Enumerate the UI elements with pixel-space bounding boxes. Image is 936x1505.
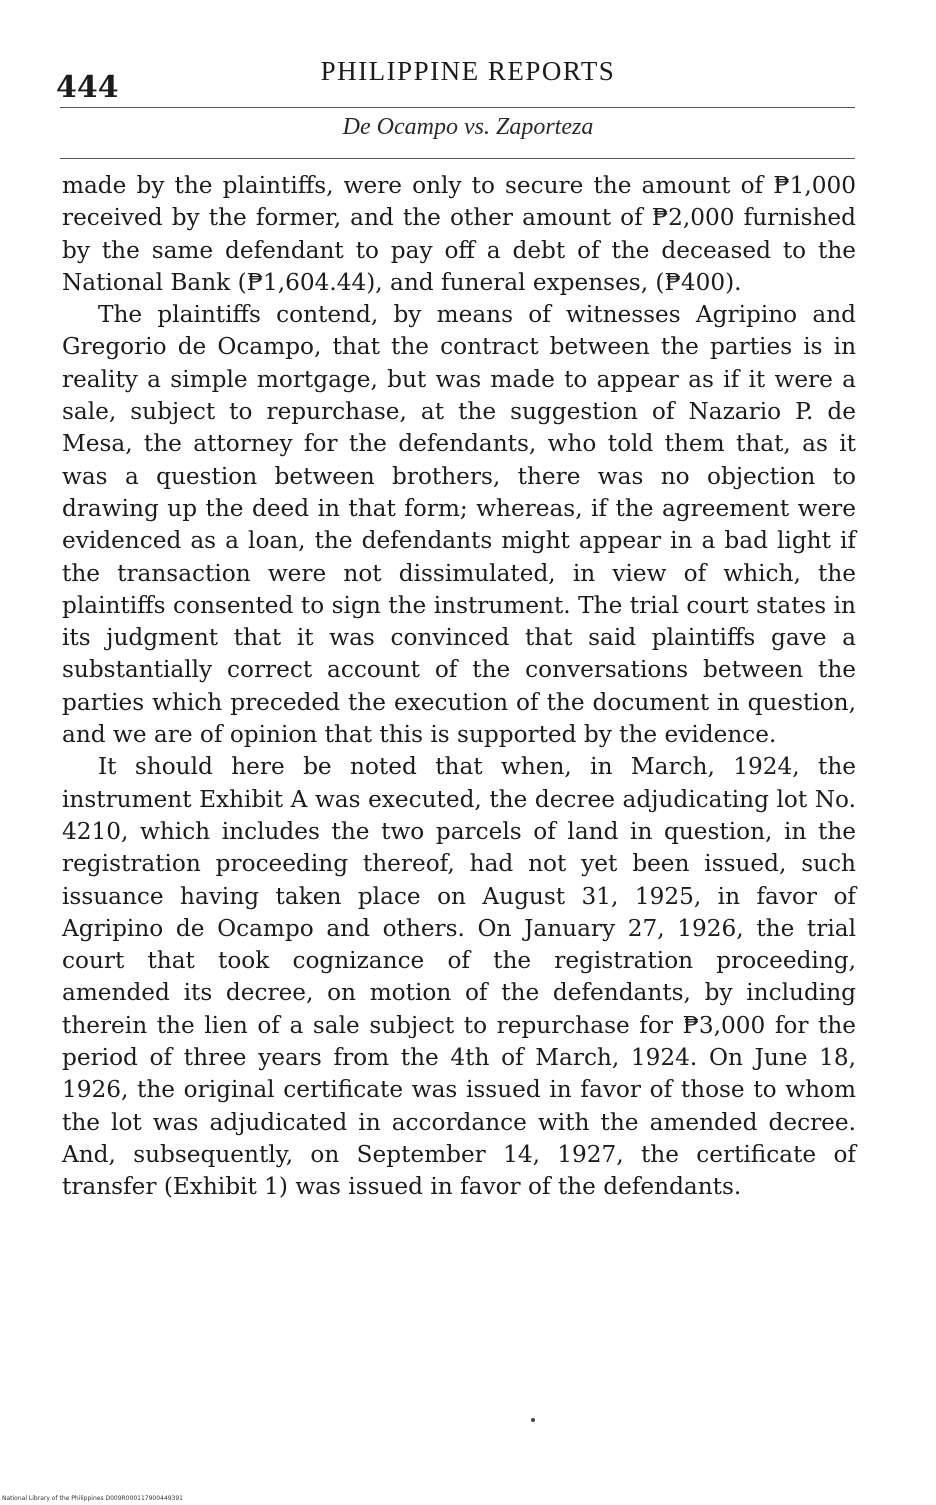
header-rule-bottom (60, 158, 855, 159)
page-number: 444 (56, 70, 119, 105)
paragraph-continued: made by the plaintiffs, were only to secure the amount of ₱1,000 received by the former, and the other amount of ₱2,000 furnished by the same defendant to pay off a debt of the deceased to the National Bank (₱1,604.44), and funeral expenses, (₱400). (62, 172, 856, 296)
case-title: De Ocampo vs. Zaporteza (342, 114, 594, 140)
paragraph-noted: It should here be noted that when, in March, 1924, the instrument Exhibit A was executed, the decree adjudicating lot No. 4210, which includes the two parcels of land in question, in the registration proceeding thereof, had not yet been issued, such issuance having taken place on August 31, 1925, in favor of Agripino de Ocampo and others. On January 27, 1926, the trial court that took cognizance of the registration proceeding, amended its decree, on motion of the defendants, by including therein the lien of a sale subject to repurchase for ₱3,000 for the period of three years from the 4th of March, 1924. On June 18, 1926, the original certificate was issued in favor of those to whom the lot was adjudicated in accordance with the amended decree. And, subsequently, on September 14, 1927, the certificate of transfer (Exhibit 1) was issued in favor of the defendants. (62, 753, 856, 1201)
scan-credit: National Library of the Philippines D009R000117900449391 (2, 1495, 183, 1502)
running-head: PHILIPPINE REPORTS (320, 56, 616, 86)
footer-dot (531, 1418, 535, 1422)
header-rule-top (60, 107, 855, 108)
paragraph-plaintiffs-contend: The plaintiffs contend, by means of witnesses Agripino and Gregorio de Ocampo, that the contract between the parties is in reality a simple mortgage, but was made to appear as if it were a sale, subject to repurchase, at the suggestion of Nazario P. de Mesa, the attorney for the defendants, who told them that, as it was a question between brothers, there was no objection to drawing up the deed in that form; whereas, if the agreement were evidenced as a loan, the defendants might appear in a bad light if the transaction were not dissimulated, in view of which, the plaintiffs consented to sign the instrument. The trial court states in its judgment that it was convinced that said plaintiffs gave a substantially correct account of the conversations between the parties which preceded the execution of the document in question, and we are of opinion that this is supported by the evidence. (62, 301, 856, 749)
body-text (62, 170, 856, 1204)
